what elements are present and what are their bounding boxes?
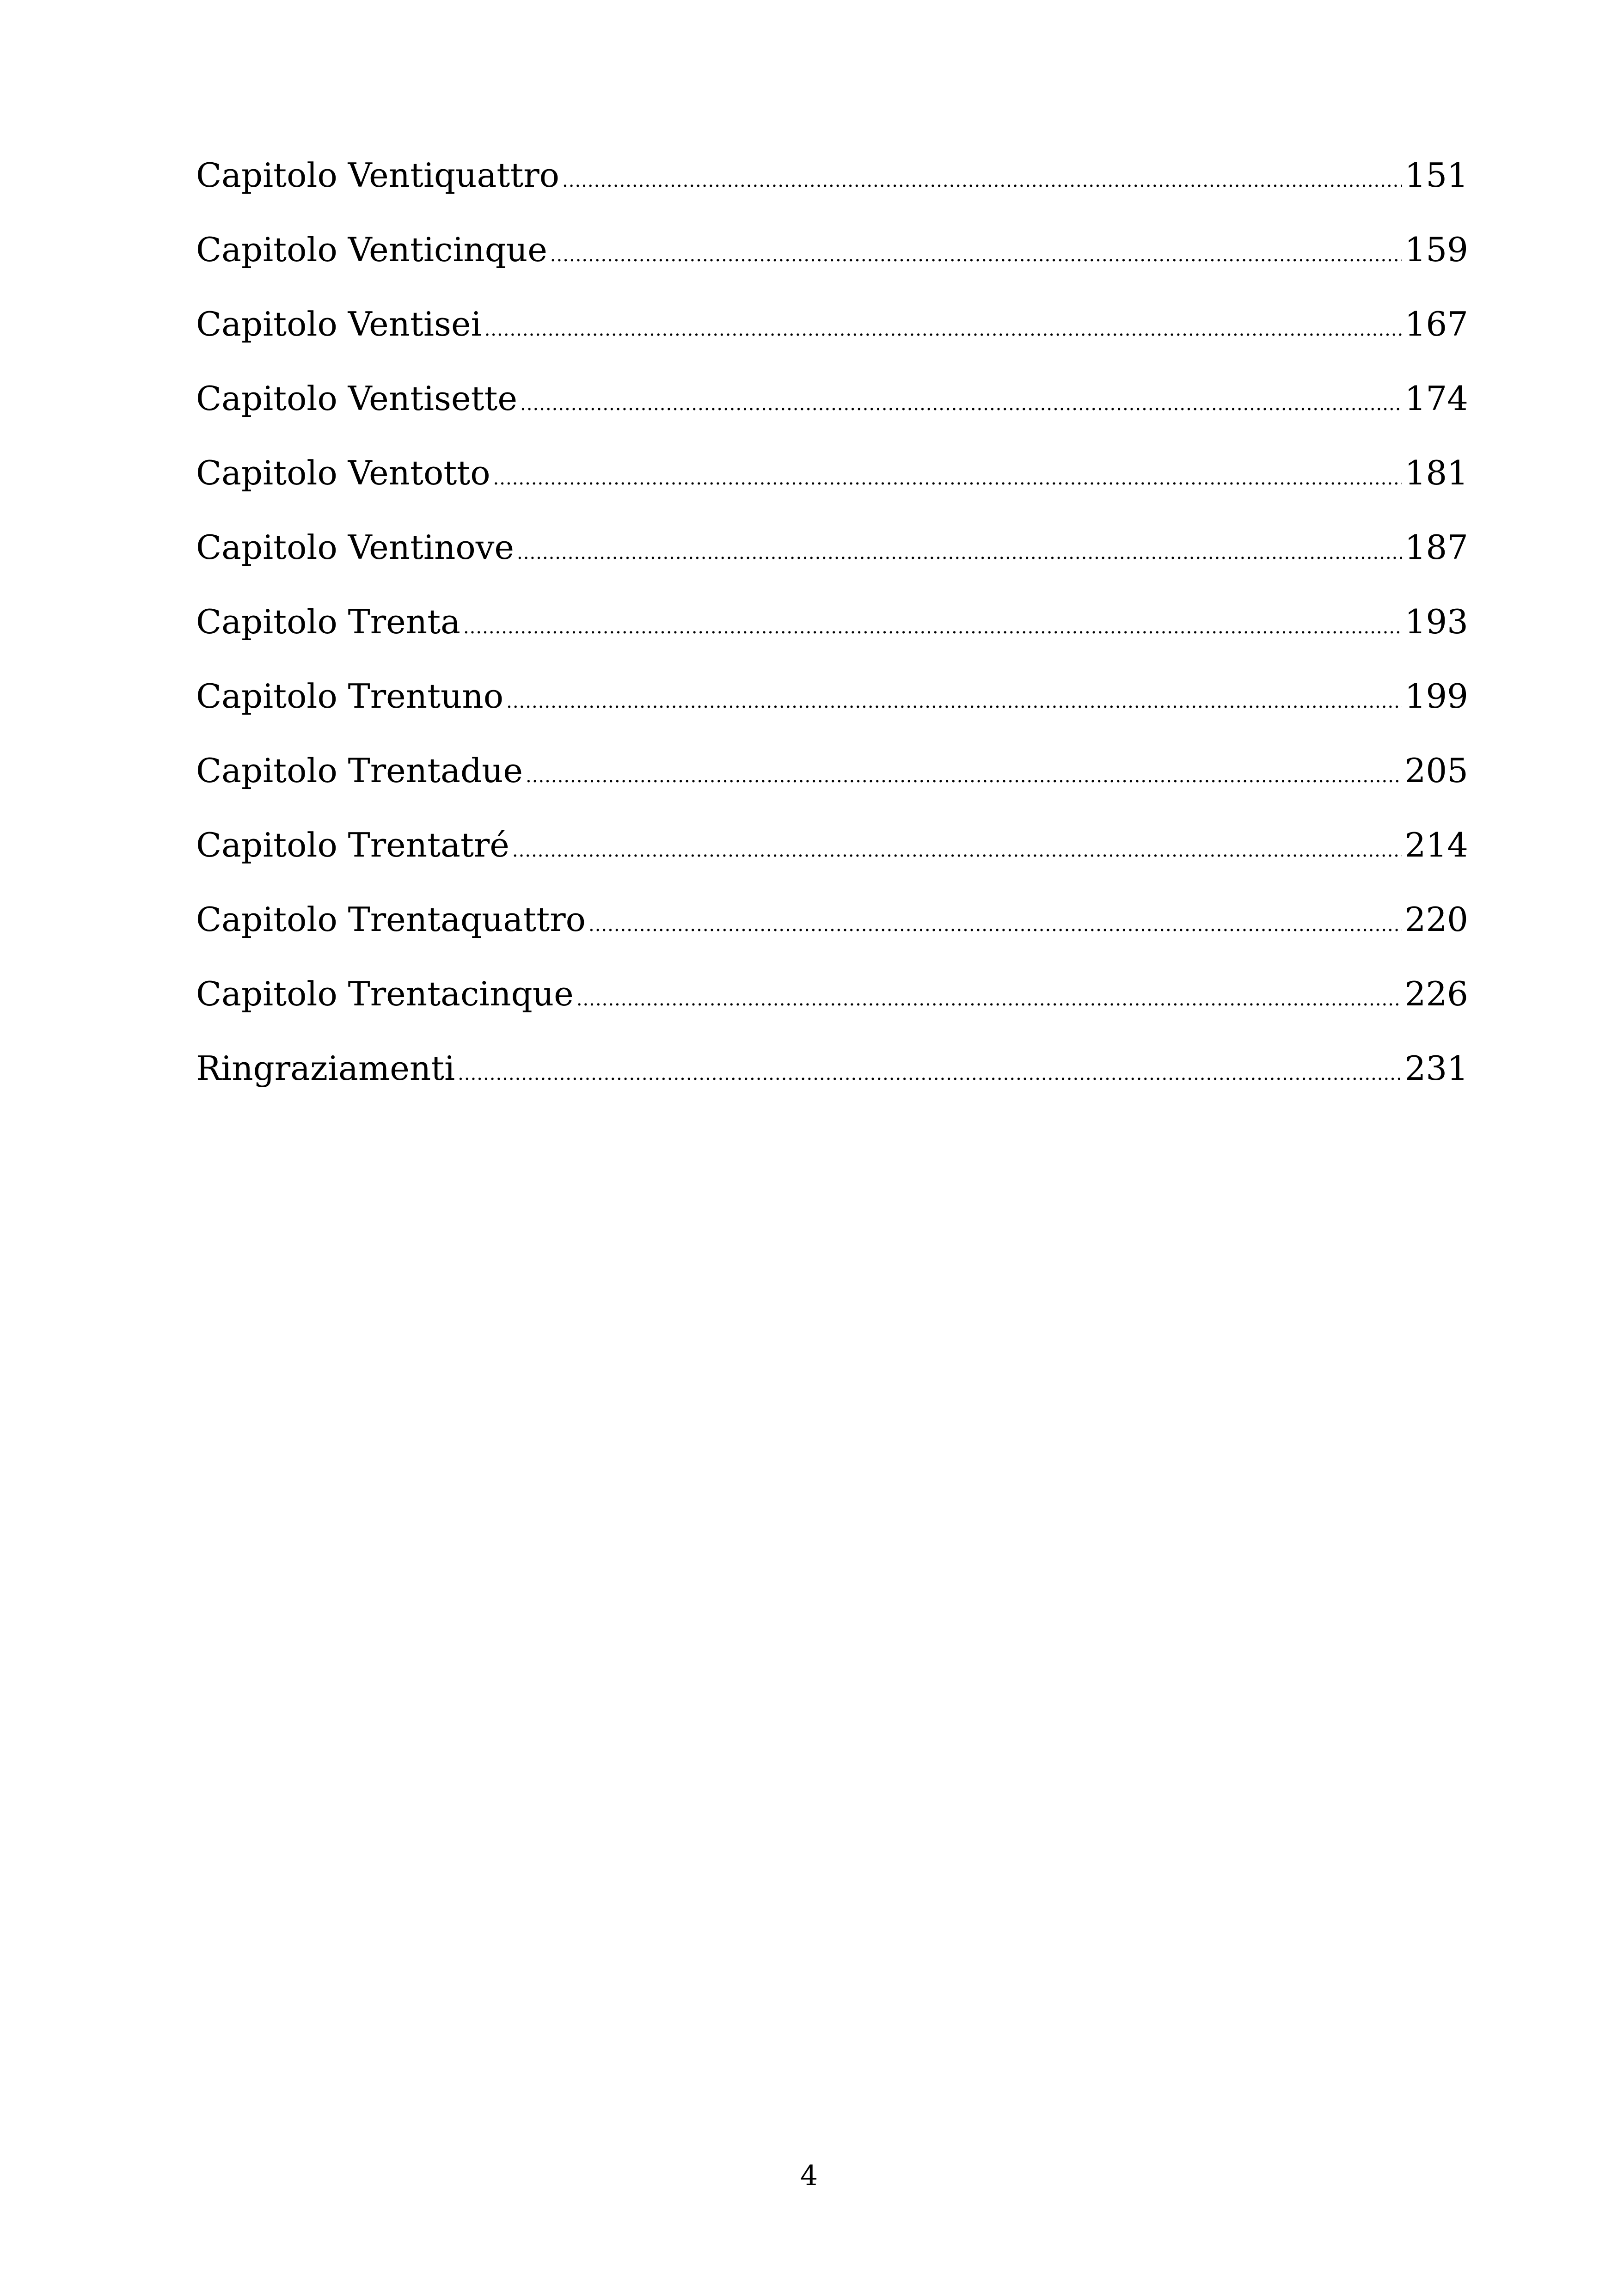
toc-entry[interactable] [196,519,1468,594]
toc-entry-title: Capitolo Trentatré [196,826,509,864]
toc-entry-title: Capitolo Venticinque [196,230,547,269]
toc-entry-page: 231 [1404,1049,1468,1088]
toc-entry-page: 205 [1404,751,1468,790]
toc-dot-leader [588,897,1402,953]
page-number: 4 [800,2160,818,2192]
toc-entry[interactable] [196,221,1468,296]
toc-dot-leader [506,673,1402,730]
toc-entry[interactable] [196,891,1468,966]
toc-dot-leader [458,1046,1402,1102]
toc-entry-title: Capitolo Ventiquattro [196,156,560,195]
toc-entry[interactable] [196,817,1468,891]
toc-entry-title: Capitolo Ventisei [196,305,482,343]
toc-entry-page: 226 [1404,974,1468,1013]
table-of-contents [196,147,1468,1114]
toc-entry-title: Ringraziamenti [196,1049,455,1088]
toc-entry-title: Capitolo Trentuno [196,677,504,716]
toc-entry[interactable] [196,594,1468,668]
toc-entry-page: 193 [1404,602,1468,641]
toc-entry[interactable] [196,1040,1468,1114]
toc-dot-leader [526,748,1402,804]
toc-entry-page: 199 [1404,677,1468,716]
toc-entry[interactable] [196,742,1468,817]
toc-entry-title: Capitolo Trentaquattro [196,900,586,939]
toc-entry-title: Capitolo Trentacinque [196,974,574,1013]
toc-dot-leader [517,525,1402,581]
toc-entry-page: 167 [1404,305,1468,343]
toc-entry-page: 220 [1404,900,1468,939]
toc-entry-page: 151 [1404,156,1468,195]
toc-dot-leader [550,227,1402,283]
toc-dot-leader [562,153,1402,209]
toc-entry-page: 181 [1404,453,1468,492]
toc-entry-page: 174 [1404,379,1468,418]
toc-entry-page: 159 [1404,230,1468,269]
toc-entry-page: 214 [1404,826,1468,864]
toc-dot-leader [576,971,1402,1028]
toc-entry[interactable] [196,966,1468,1040]
toc-dot-leader [512,822,1402,879]
toc-entry[interactable] [196,445,1468,519]
toc-entry[interactable] [196,296,1468,370]
toc-dot-leader [484,301,1402,358]
toc-entry-title: Capitolo Trentadue [196,751,523,790]
toc-entry[interactable] [196,668,1468,742]
toc-entry-page: 187 [1404,528,1468,567]
toc-entry-title: Capitolo Ventotto [196,453,490,492]
toc-entry-title: Capitolo Ventisette [196,379,518,418]
toc-dot-leader [520,376,1402,432]
toc-entry[interactable] [196,147,1468,221]
toc-dot-leader [463,599,1402,655]
toc-entry[interactable] [196,370,1468,445]
toc-entry-title: Capitolo Trenta [196,602,460,641]
toc-dot-leader [493,450,1402,507]
toc-entry-title: Capitolo Ventinove [196,528,515,567]
